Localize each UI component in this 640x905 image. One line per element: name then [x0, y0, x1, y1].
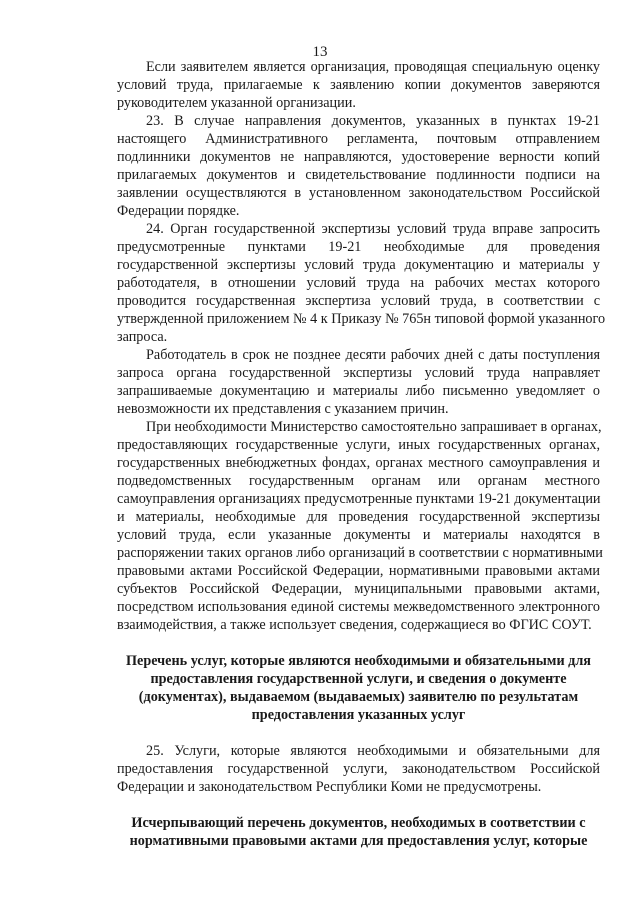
text-line: невозможности их представления с указанием причин. — [117, 401, 449, 417]
text-line: настоящего Административного регламента, почтовым отправлением — [117, 131, 600, 147]
text-line: запроса органа государственной экспертизы условий труда направляет — [117, 365, 600, 381]
text-line: и материалы, необходимые для проведения государственной экспертизы — [117, 509, 600, 525]
text-line: 24. Орган государственной экспертизы условий труда вправе запросить — [146, 221, 600, 237]
text-line: правовыми актами Российской Федерации, нормативными правовыми актами — [117, 563, 600, 579]
text-line: субъектов Российской Федерации, муниципальными правовыми актами, — [117, 581, 600, 597]
text-line: предоставления государственной услуги, законодательством Российской — [117, 761, 600, 777]
section-heading-line: Исчерпывающий перечень документов, необходимых в соответствии с — [131, 815, 586, 831]
text-line: заявлении осуществляются в установленном законодательством Российской — [117, 185, 600, 201]
section-heading-line: Перечень услуг, которые являются необходимыми и обязательными для — [126, 653, 591, 669]
section-heading-line: предоставления указанных услуг — [251, 707, 466, 723]
page-number: 13 — [312, 44, 328, 60]
text-line: Федерации порядке. — [117, 203, 240, 219]
text-line: проводится государственная экспертиза условий труда, в соответствии с — [117, 293, 600, 309]
section-heading-line: нормативными правовыми актами для предоставления услуг, которые — [129, 833, 588, 849]
text-line: 23. В случае направления документов, указанных в пунктах 19-21 — [146, 113, 600, 129]
text-line: Если заявителем является организация, проводящая специальную оценку — [146, 59, 600, 75]
text-line: запроса. — [117, 329, 168, 345]
text-line: Федерации и законодательством Республики Коми не предусмотрены. — [117, 779, 542, 795]
text-line: государственных внебюджетных фондах, органах местного самоуправления и — [117, 455, 600, 471]
text-line: распоряжении таких органов либо организаций в соответствии с нормативными — [117, 545, 603, 561]
text-line: самоуправления организациях предусмотренные пунктами 19-21 документации — [117, 491, 601, 507]
text-line: При необходимости Министерство самостоятельно запрашивает в органах, — [146, 419, 602, 435]
section-heading-line: (документах), выдаваемом (выдаваемых) заявителю по результатам — [138, 689, 579, 705]
text-line: утвержденной приложением № 4 к Приказу № 765н типовой формой указанного — [117, 311, 606, 327]
text-line: взаимодействия, а также использует сведения, содержащиеся во ФГИС СОУТ. — [117, 617, 592, 633]
text-line: прилагаемых документов и свидетельствование подлинности подписи на — [117, 167, 600, 183]
text-line: предоставляющих государственные услуги, иных государственных органах, — [117, 437, 600, 453]
section-heading-line: предоставления государственной услуги, и сведения о документе — [150, 671, 567, 687]
text-line: подлинники документов не направляются, удостоверение верности копий — [117, 149, 600, 165]
text-line: условий труда, прилагаемые к заявлению копии документов заверяются — [117, 77, 600, 93]
text-line: подведомственных государственным органам или органам местного — [117, 473, 600, 489]
text-line: условий труда, если указанные документы и материалы находятся в — [117, 527, 600, 543]
text-line: 25. Услуги, которые являются необходимыми и обязательными для — [146, 743, 600, 759]
text-line: запрашиваемые документацию и материалы либо письменно уведомляет о — [117, 383, 600, 399]
text-line: руководителем указанной организации. — [117, 95, 356, 111]
text-line: Работодатель в срок не позднее десяти рабочих дней с даты поступления — [146, 347, 600, 363]
text-line: работодателя, в отношении условий труда на рабочих местах которого — [117, 275, 600, 291]
text-line: посредством использования единой системы межведомственного электронного — [117, 599, 600, 615]
text-line: предусмотренные пунктами 19-21 необходимые для проведения — [117, 239, 600, 255]
text-line: государственной экспертизы условий труда документацию и материалы у — [117, 257, 600, 273]
